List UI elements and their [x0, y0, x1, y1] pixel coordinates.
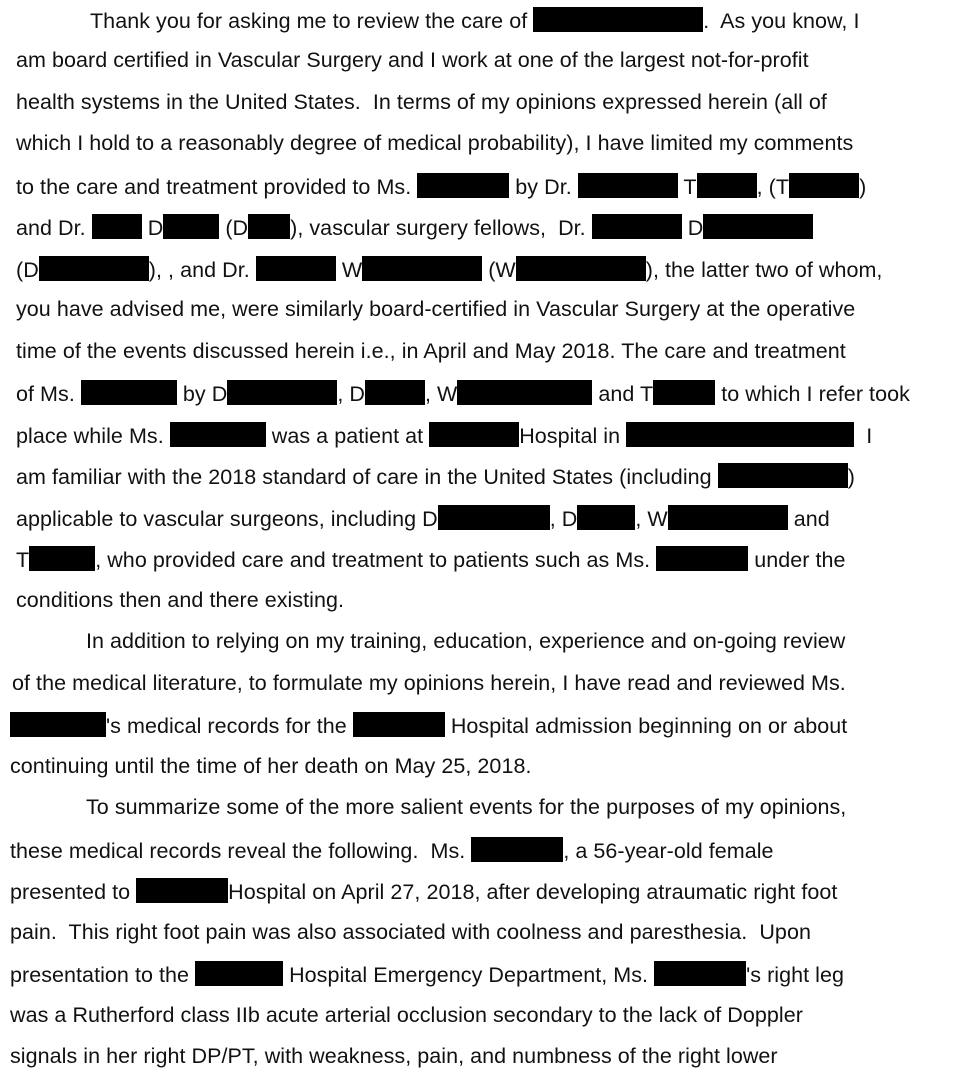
text-line: [10, 1040, 778, 1072]
redaction-box: [362, 256, 482, 281]
text-line: [16, 169, 866, 201]
text-segment: conditions then and there existing.: [16, 588, 345, 612]
text-line: [10, 874, 837, 906]
text-segment: , a 56-year-old female: [563, 839, 774, 863]
text-segment: applicable to vascular surgeons, including D: [16, 507, 438, 531]
redaction-box: [653, 380, 715, 405]
text-segment: 's right leg: [746, 963, 845, 987]
text-segment: (D: [16, 258, 39, 282]
redaction-box: [457, 380, 592, 405]
redaction-box: [92, 214, 142, 239]
text-line: [86, 625, 845, 657]
text-segment: signals in her right DP/PT, with weakness, pain, and numbness of the right lower: [10, 1044, 778, 1068]
text-segment: , D: [549, 507, 578, 531]
text-line: [16, 542, 846, 574]
text-segment: ), vascular surgery fellows, Dr.: [290, 216, 592, 240]
text-segment: you have advised me, were similarly board-certified in Vascular Surgery at the operative: [16, 297, 856, 321]
text-segment: and: [787, 507, 830, 531]
text-segment: Thank you for asking me to review the care of: [90, 9, 534, 33]
text-segment: , (T: [756, 175, 790, 199]
text-segment: by Dr.: [509, 175, 578, 199]
text-line: [10, 708, 847, 740]
redaction-box: [438, 505, 550, 530]
text-line: [10, 999, 803, 1031]
redaction-box: [136, 878, 228, 903]
redaction-box: [703, 214, 813, 239]
text-segment: of the medical literature, to formulate my opinions herein, I have read and reviewed Ms.: [12, 671, 846, 695]
redaction-box: [668, 505, 788, 530]
text-segment: by D: [176, 382, 228, 406]
text-segment: (D: [219, 216, 249, 240]
text-segment: time of the events discussed herein i.e., in April and May 2018. The care and treatment: [16, 339, 846, 363]
text-segment: I: [854, 424, 873, 448]
text-segment: (W: [482, 258, 516, 282]
redaction-box: [516, 256, 646, 281]
redaction-box: [10, 712, 106, 737]
text-segment: D: [681, 216, 704, 240]
text-segment: health systems in the United States. In terms of my opinions expressed herein (all of: [16, 90, 827, 114]
text-segment: was a patient at: [265, 424, 430, 448]
redaction-box: [163, 214, 219, 239]
redaction-box: [429, 422, 519, 447]
redaction-box: [39, 256, 149, 281]
text-segment: Hospital admission beginning on or about: [444, 714, 848, 738]
text-line: [16, 86, 827, 118]
text-line: [16, 501, 830, 533]
redaction-box: [656, 546, 748, 571]
text-segment: was a Rutherford class IIb acute arterial occlusion secondary to the lack of Doppler: [10, 1003, 803, 1027]
redaction-box: [256, 256, 336, 281]
text-segment: presentation to the: [10, 963, 196, 987]
redaction-box: [471, 837, 563, 862]
text-segment: continuing until the time of her death on May 25, 2018.: [10, 754, 532, 778]
text-line: [10, 916, 811, 948]
text-segment: which I hold to a reasonably degree of medical probability), I have limited my comments: [16, 131, 854, 155]
redaction-box: [248, 214, 290, 239]
redaction-box: [365, 380, 425, 405]
redaction-box: [577, 505, 635, 530]
text-line: [16, 127, 853, 159]
redaction-box: [81, 380, 177, 405]
text-segment: pain. This right foot pain was also associated with coolness and paresthesia. Upon: [10, 920, 811, 944]
text-line: [16, 293, 855, 325]
text-line: [10, 833, 774, 865]
text-segment: and T: [592, 382, 654, 406]
redaction-box: [654, 961, 746, 986]
text-segment: D: [141, 216, 164, 240]
redaction-box: [533, 7, 703, 32]
redaction-box: [697, 173, 757, 198]
text-segment: and Dr.: [16, 216, 92, 240]
text-line: [12, 667, 846, 699]
redaction-box: [195, 961, 283, 986]
redaction-box: [227, 380, 337, 405]
redaction-box: [578, 173, 678, 198]
text-segment: ): [847, 465, 855, 489]
text-segment: T: [16, 548, 30, 572]
text-line: [16, 335, 846, 367]
text-segment: am familiar with the 2018 standard of care in the United States (including: [16, 465, 718, 489]
text-line: [16, 252, 882, 284]
text-segment: am board certified in Vascular Surgery and I work at one of the largest not-for-profit: [16, 48, 809, 72]
redaction-box: [417, 173, 509, 198]
text-segment: ): [859, 175, 867, 199]
text-segment: these medical records reveal the following. Ms.: [10, 839, 472, 863]
redaction-box: [789, 173, 859, 198]
text-line: [16, 210, 813, 242]
text-segment: To summarize some of the more salient events for the purposes of my opinions,: [86, 795, 847, 819]
text-line: [16, 584, 344, 616]
text-line: [10, 957, 844, 989]
redaction-box: [592, 214, 682, 239]
text-segment: , W: [635, 507, 668, 531]
text-segment: . As you know, I: [703, 9, 860, 33]
text-segment: presented to: [10, 880, 137, 904]
redaction-box: [29, 546, 95, 571]
redaction-box: [626, 422, 854, 447]
text-line: [16, 459, 855, 491]
text-segment: Hospital on April 27, 2018, after developing atraumatic right foot: [228, 880, 838, 904]
text-segment: Hospital in: [519, 424, 627, 448]
text-segment: In addition to relying on my training, education, experience and on-going review: [86, 629, 846, 653]
text-segment: ), , and Dr.: [148, 258, 256, 282]
redaction-box: [170, 422, 266, 447]
text-line: [10, 750, 531, 782]
text-line: [16, 44, 809, 76]
text-line: [86, 791, 846, 823]
text-segment: , W: [424, 382, 458, 406]
text-line: [16, 376, 910, 408]
text-line: [16, 418, 872, 450]
text-segment: , who provided care and treatment to patients such as Ms.: [95, 548, 657, 572]
text-segment: T: [677, 175, 697, 199]
text-segment: Hospital Emergency Department, Ms.: [283, 963, 655, 987]
text-segment: W: [335, 258, 363, 282]
text-segment: under the: [748, 548, 846, 572]
text-segment: of Ms.: [16, 382, 81, 406]
text-segment: ), the latter two of whom,: [645, 258, 883, 282]
text-segment: to which I refer took: [715, 382, 910, 406]
text-line: [90, 3, 859, 35]
text-segment: , D: [337, 382, 365, 406]
text-segment: 's medical records for the: [106, 714, 353, 738]
redaction-box: [353, 712, 445, 737]
redaction-box: [718, 463, 848, 488]
text-segment: to the care and treatment provided to Ms.: [16, 175, 418, 199]
text-segment: place while Ms.: [16, 424, 170, 448]
